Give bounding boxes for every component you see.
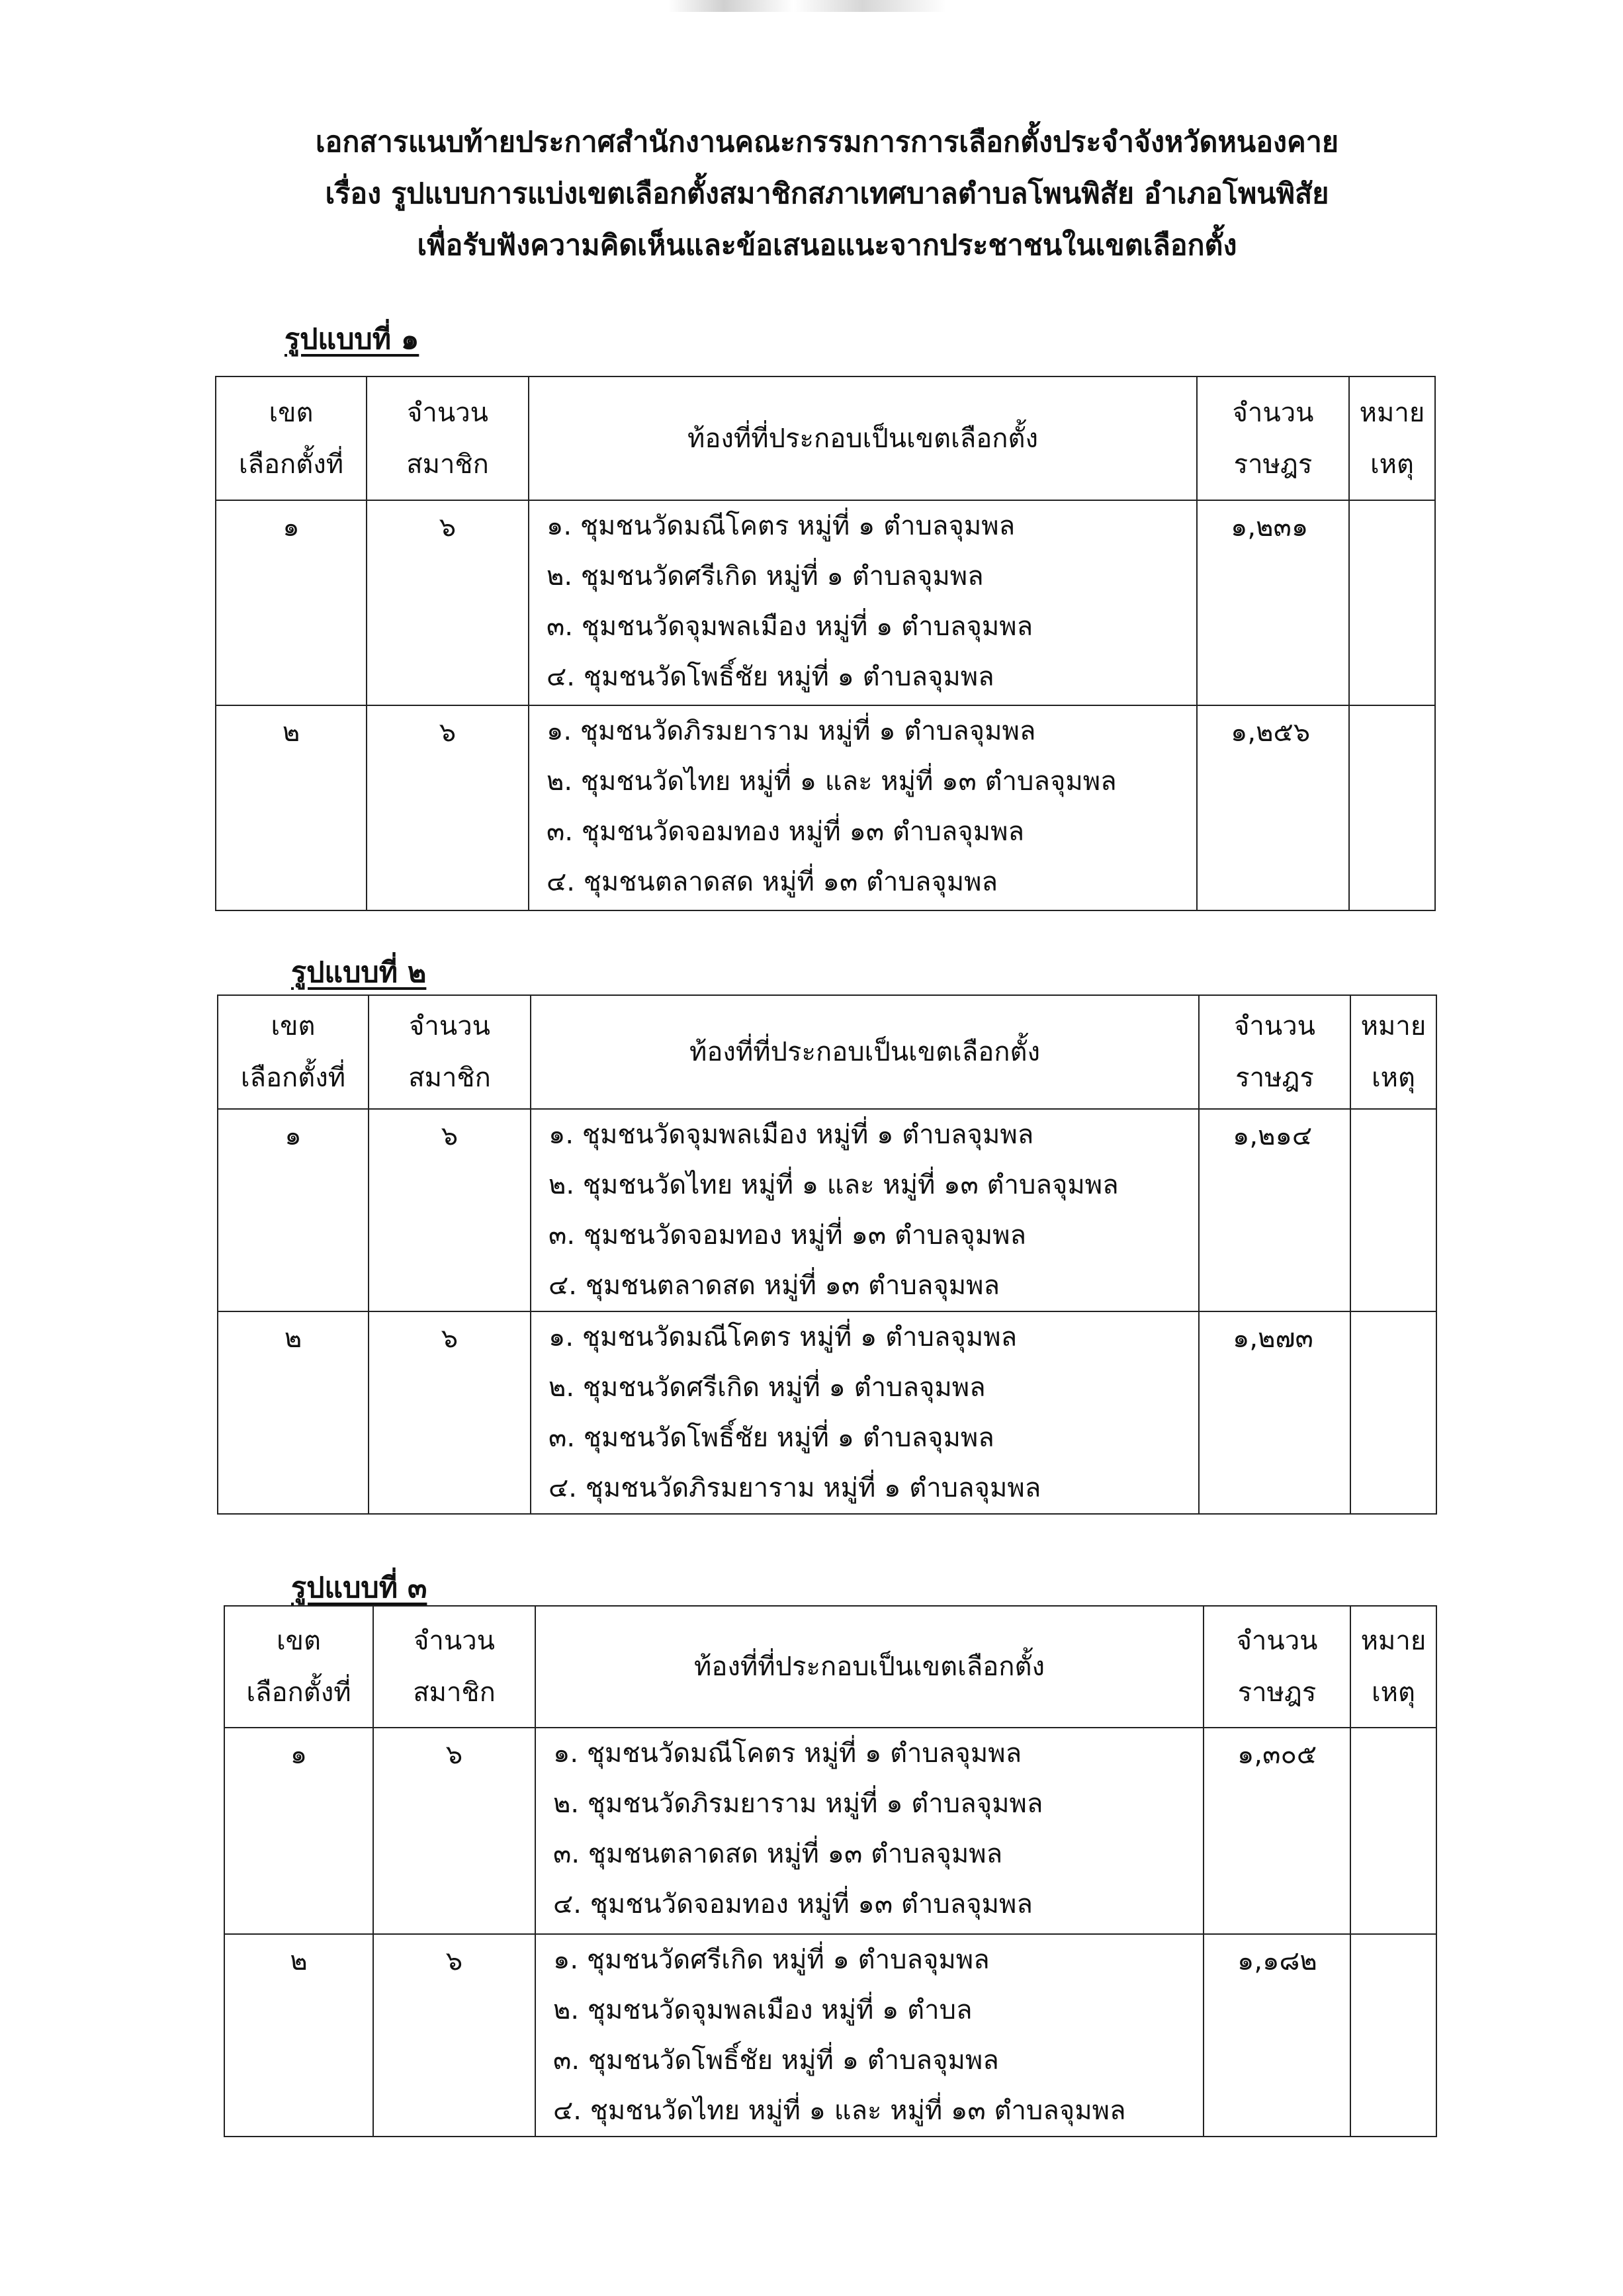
district-cell: ๒ (216, 705, 367, 910)
areas-cell: ๑. ชุมชนวัดมณีโคตร หมู่ที่ ๑ ตำบลจุมพล ๒. ชุมชนวัดศรีเกิด หมู่ที่ ๑ ตำบลจุมพล ๓. ชุมชนวัดโพธิ์ชัย หมู่ที่ ๑ ตำบลจุมพล ๔. ชุมชนวัดภิรมยาราม หมู่ที่ ๑ ตำบลจุมพล (531, 1311, 1199, 1514)
col-areas: ท้องที่ที่ประกอบเป็นเขตเลือกตั้ง (535, 1606, 1204, 1728)
col-district: เขต เลือกตั้งที่ (216, 376, 367, 500)
pattern-3-table (224, 1605, 1437, 2137)
areas-cell: ๑. ชุมชนวัดศรีเกิด หมู่ที่ ๑ ตำบลจุมพล ๒. ชุมชนวัดจุมพลเมือง หมู่ที่ ๑ ตำบล ๓. ชุมชนวัดโพธิ์ชัย หมู่ที่ ๑ ตำบลจุมพล ๔. ชุมชนวัดไทย หมู่ที่ ๑ และ หมู่ที่ ๑๓ ตำบลจุมพล (535, 1934, 1204, 2137)
population-cell: ๑,๒๓๑ (1197, 500, 1349, 705)
col-areas: ท้องที่ที่ประกอบเป็นเขตเลือกตั้ง (531, 995, 1199, 1109)
pattern-3-title: รูปแบบที่ ๓ (291, 1571, 427, 1605)
population-cell: ๑,๒๗๓ (1199, 1311, 1350, 1514)
areas-cell: ๑. ชุมชนวัดภิรมยาราม หมู่ที่ ๑ ตำบลจุมพล ๒. ชุมชนวัดไทย หมู่ที่ ๑ และ หมู่ที่ ๑๓ ตำบลจุมพล ๓. ชุมชนวัดจอมทอง หมู่ที่ ๑๓ ตำบลจุมพล ๔. ชุมชนตลาดสด หมู่ที่ ๑๓ ตำบลจุมพล (529, 705, 1197, 910)
table-header-row (224, 1606, 1436, 1728)
remarks-cell (1350, 1109, 1436, 1311)
population-cell: ๑,๒๑๔ (1199, 1109, 1350, 1311)
members-cell: ๖ (367, 705, 529, 910)
pattern-1-title: รูปแบบที่ ๑ (285, 323, 419, 356)
col-areas: ท้องที่ที่ประกอบเป็นเขตเลือกตั้ง (529, 376, 1197, 500)
district-cell: ๒ (218, 1311, 369, 1514)
col-district: เขต เลือกตั้งที่ (218, 995, 369, 1109)
district-cell: ๑ (218, 1109, 369, 1311)
table-row (216, 705, 1435, 910)
areas-cell: ๑. ชุมชนวัดจุมพลเมือง หมู่ที่ ๑ ตำบลจุมพล ๒. ชุมชนวัดไทย หมู่ที่ ๑ และ หมู่ที่ ๑๓ ตำบลจุมพล ๓. ชุมชนวัดจอมทอง หมู่ที่ ๑๓ ตำบลจุมพล ๔. ชุมชนตลาดสด หมู่ที่ ๑๓ ตำบลจุมพล (531, 1109, 1199, 1311)
document-header (198, 116, 1456, 271)
remarks-cell (1350, 1311, 1436, 1514)
remarks-cell (1349, 500, 1435, 705)
header-line-2: เรื่อง รูปแบบการแบ่งเขตเลือกตั้งสมาชิกสภาเทศบาลตำบลโพนพิสัย อำเภอโพนพิสัย (325, 177, 1329, 210)
members-cell: ๖ (373, 1934, 535, 2137)
table-row (218, 1311, 1436, 1514)
pattern-2-table (217, 994, 1437, 1515)
pattern-2-title: รูปแบบที่ ๒ (291, 956, 427, 989)
col-district: เขต เลือกตั้งที่ (224, 1606, 373, 1728)
district-cell: ๒ (224, 1934, 373, 2137)
col-population: จำนวน ราษฎร (1197, 376, 1349, 500)
population-cell: ๑,๓๐๕ (1204, 1728, 1350, 1934)
pattern-1-table (215, 376, 1436, 911)
district-cell: ๑ (224, 1728, 373, 1934)
members-cell: ๖ (373, 1728, 535, 1934)
col-members: จำนวน สมาชิก (369, 995, 531, 1109)
table-row (216, 500, 1435, 705)
col-remarks: หมาย เหตุ (1350, 1606, 1436, 1728)
remarks-cell (1349, 705, 1435, 910)
areas-cell: ๑. ชุมชนวัดมณีโคตร หมู่ที่ ๑ ตำบลจุมพล ๒. ชุมชนวัดศรีเกิด หมู่ที่ ๑ ตำบลจุมพล ๓. ชุมชนวัดจุมพลเมือง หมู่ที่ ๑ ตำบลจุมพล ๔. ชุมชนวัดโพธิ์ชัย หมู่ที่ ๑ ตำบลจุมพล (529, 500, 1197, 705)
col-population: จำนวน ราษฎร (1204, 1606, 1350, 1728)
table-header-row (218, 995, 1436, 1109)
remarks-cell (1350, 1934, 1436, 2137)
members-cell: ๖ (369, 1311, 531, 1514)
table-row (224, 1934, 1436, 2137)
members-cell: ๖ (369, 1109, 531, 1311)
col-members: จำนวน สมาชิก (367, 376, 529, 500)
col-remarks: หมาย เหตุ (1349, 376, 1435, 500)
col-population: จำนวน ราษฎร (1199, 995, 1350, 1109)
table-header-row (216, 376, 1435, 500)
table-row (224, 1728, 1436, 1934)
remarks-cell (1350, 1728, 1436, 1934)
scan-artifact (668, 0, 946, 12)
areas-cell: ๑. ชุมชนวัดมณีโคตร หมู่ที่ ๑ ตำบลจุมพล ๒. ชุมชนวัดภิรมยาราม หมู่ที่ ๑ ตำบลจุมพล ๓. ชุมชนตลาดสด หมู่ที่ ๑๓ ตำบลจุมพล ๔. ชุมชนวัดจอมทอง หมู่ที่ ๑๓ ตำบลจุมพล (535, 1728, 1204, 1934)
header-line-3: เพื่อรับฟังความคิดเห็นและข้อเสนอแนะจากประชาชนในเขตเลือกตั้ง (417, 229, 1237, 262)
col-members: จำนวน สมาชิก (373, 1606, 535, 1728)
col-remarks: หมาย เหตุ (1350, 995, 1436, 1109)
members-cell: ๖ (367, 500, 529, 705)
population-cell: ๑,๒๕๖ (1197, 705, 1349, 910)
header-line-1: เอกสารแนบท้ายประกาศสำนักงานคณะกรรมการการเลือกตั้งประจำจังหวัดหนองคาย (315, 126, 1339, 159)
table-row (218, 1109, 1436, 1311)
district-cell: ๑ (216, 500, 367, 705)
population-cell: ๑,๑๘๒ (1204, 1934, 1350, 2137)
